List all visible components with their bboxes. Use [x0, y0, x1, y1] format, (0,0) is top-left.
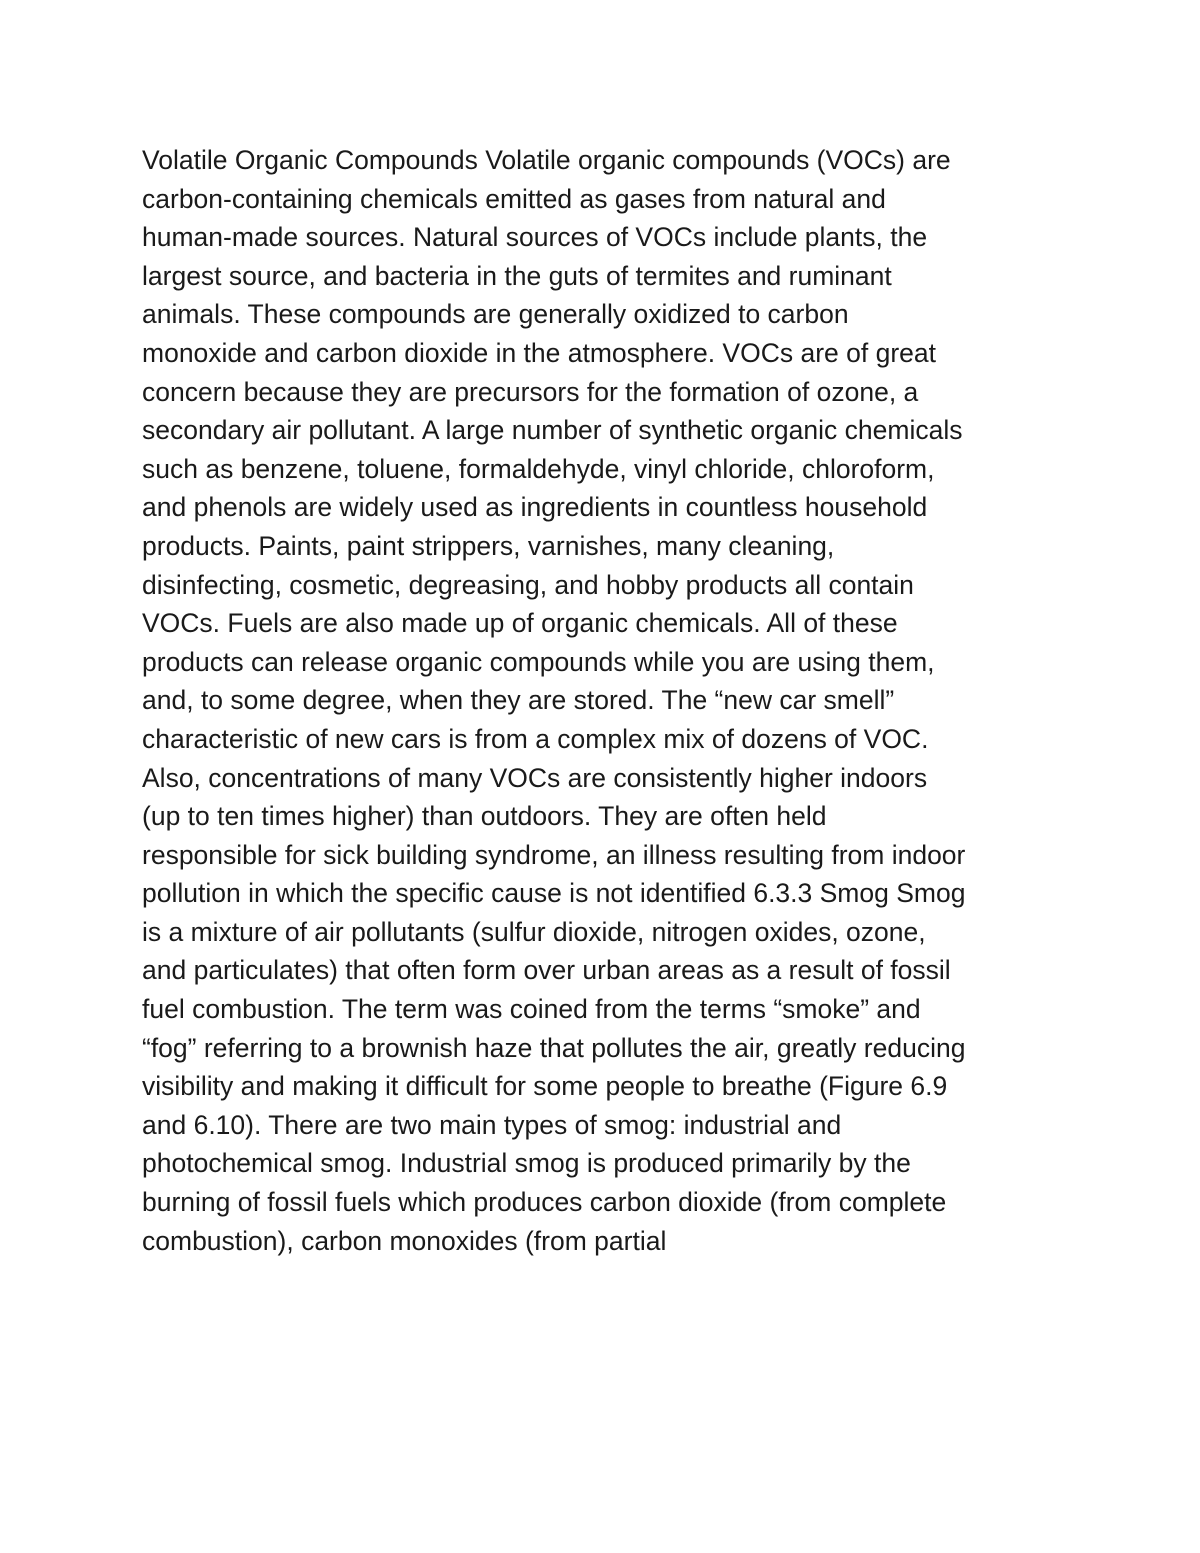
text-line: combustion), carbon monoxides (from partial	[142, 1225, 667, 1256]
text-line: characteristic of new cars is from a complex mix of dozens of VOC.	[142, 723, 929, 754]
body-text	[142, 141, 1082, 1260]
text-line: photochemical smog. Industrial smog is produced primarily by the	[142, 1148, 911, 1179]
text-line: VOCs. Fuels are also made up of organic chemicals. All of these	[142, 608, 898, 639]
text-line: responsible for sick building syndrome, an illness resulting from indoor	[142, 839, 966, 870]
text-line: disinfecting, cosmetic, degreasing, and hobby products all contain	[142, 569, 914, 600]
text-line: concern because they are precursors for the formation of ozone, a	[142, 376, 919, 407]
text-line: monoxide and carbon dioxide in the atmosphere. VOCs are of great	[142, 337, 936, 368]
text-line: (up to ten times higher) than outdoors. They are often held	[142, 801, 827, 832]
text-line: carbon-containing chemicals emitted as gases from natural and	[142, 183, 886, 214]
text-line: products can release organic compounds while you are using them,	[142, 646, 935, 677]
text-line: and, to some degree, when they are stored. The “new car smell”	[142, 685, 895, 716]
text-line: and particulates) that often form over urban areas as a result of fossil	[142, 955, 951, 986]
text-line: and phenols are widely used as ingredients in countless household	[142, 492, 928, 523]
text-line: products. Paints, paint strippers, varnishes, many cleaning,	[142, 530, 835, 561]
text-line: animals. These compounds are generally oxidized to carbon	[142, 299, 849, 330]
text-line: burning of fossil fuels which produces carbon dioxide (from complete	[142, 1187, 947, 1218]
text-line: Volatile Organic Compounds Volatile organic compounds (VOCs) are	[142, 145, 951, 175]
text-line: largest source, and bacteria in the guts of termites and ruminant	[142, 260, 892, 291]
text-line: Also, concentrations of many VOCs are consistently higher indoors	[142, 762, 928, 793]
text-line: and 6.10). There are two main types of smog: industrial and	[142, 1109, 842, 1140]
text-line: fuel combustion. The term was coined from the terms “smoke” and	[142, 994, 921, 1025]
text-line: visibility and making it difficult for some people to breathe (Figure 6.9	[142, 1071, 948, 1102]
text-line: such as benzene, toluene, formaldehyde, vinyl chloride, chloroform,	[142, 453, 935, 484]
text-line: pollution in which the specific cause is not identified 6.3.3 Smog Smog	[142, 878, 966, 909]
text-line: human-made sources. Natural sources of VOCs include plants, the	[142, 222, 928, 253]
text-line: is a mixture of air pollutants (sulfur dioxide, nitrogen oxides, ozone,	[142, 916, 926, 947]
text-line: “fog” referring to a brownish haze that pollutes the air, greatly reducing	[142, 1032, 966, 1063]
text-line: secondary air pollutant. A large number of synthetic organic chemicals	[142, 415, 963, 446]
